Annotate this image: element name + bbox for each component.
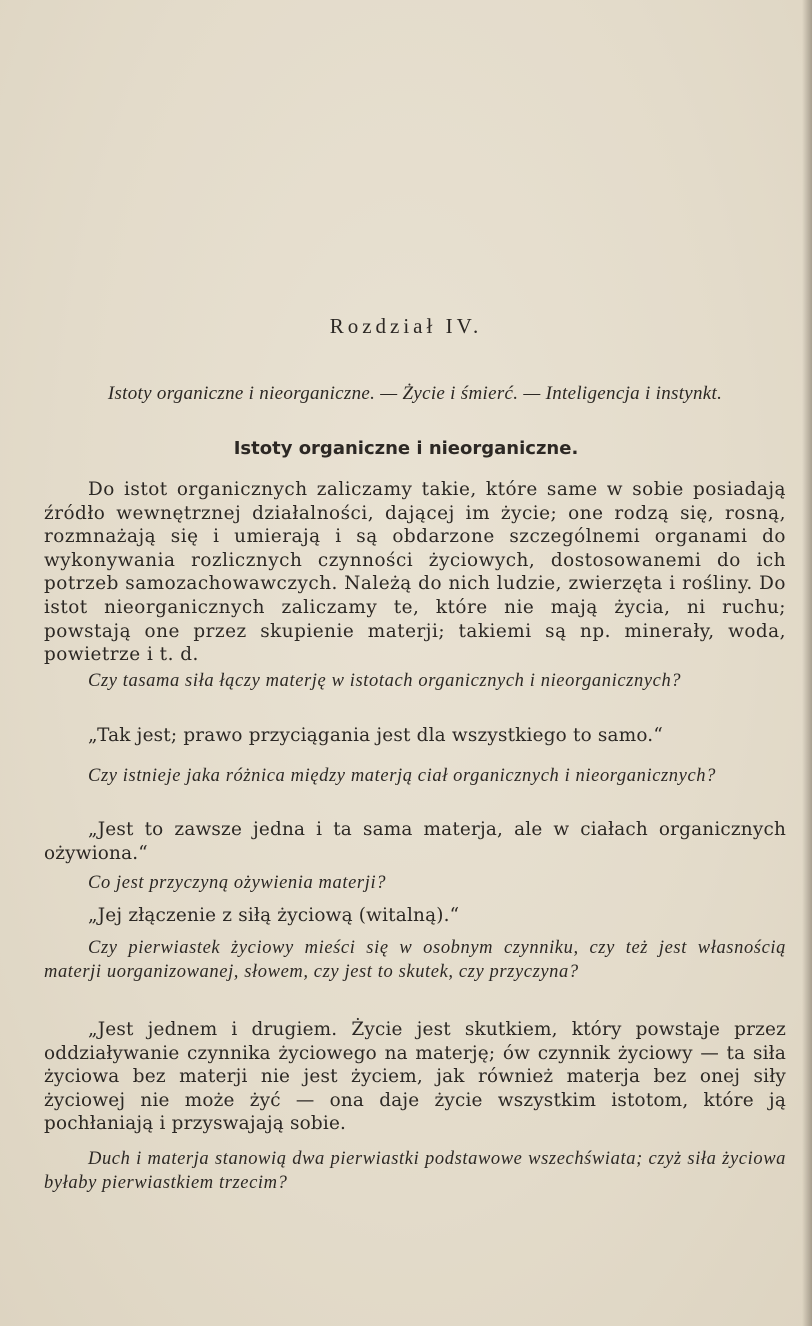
page-edge-shadow xyxy=(802,0,812,1326)
answer-paragraph: „Jest to zawsze jedna i ta sama materja, ale w ciałach organicznych ożywiona.“ xyxy=(44,819,786,864)
chapter-subtitle: Istoty organiczne i nieorganiczne. — Życie i śmierć. — Inteligencja i instynkt. xyxy=(107,383,723,404)
question-paragraph: Duch i materja stanowią dwa pierwiastki podstawowe wszechświata; czyż siła życiowa byłaby pierwiastkiem trzecim? xyxy=(44,1149,786,1193)
question-paragraph: Czy pierwiastek życiowy mieści się w osobnym czynniku, czy też jest własnością materji uorganizowanej, słowem, czy jest to skutek, czy przyczyna? xyxy=(44,938,786,982)
question-paragraph: Czy istnieje jaka różnica między materją ciał organicznych i nieorganicznych? xyxy=(88,766,716,786)
chapter-title: Rozdział IV. xyxy=(329,314,483,338)
answer-paragraph: „Jej złączenie z siłą życiową (witalną).“ xyxy=(88,905,460,926)
section-heading: Istoty organiczne i nieorganiczne. xyxy=(233,438,579,459)
answer-paragraph: „Jest jednem i drugiem. Życie jest skutkiem, który powstaje przez oddziaływanie czynnika życiowego na materję; ów czynnik życiowy — ta siła życiowa bez materji nie jest życiem, jak również materja bez onej siły życiowej nie może żyć — ona daje życie wszystkim istotom, które ją pochłaniają i przyswajają sobie. xyxy=(44,1019,786,1135)
question-paragraph: Czy tasama siła łączy materję w istotach organicznych i nieorganicznych? xyxy=(88,671,682,691)
answer-paragraph: „Tak jest; prawo przyciągania jest dla wszystkiego to samo.“ xyxy=(88,725,663,746)
question-paragraph: Co jest przyczyną ożywienia materji? xyxy=(88,873,387,893)
body-paragraph: Do istot organicznych zaliczamy takie, które same w sobie posiadają źródło wewnętrznej działalności, dającej im życie; one rodzą się, rosną, rozmnażają się i umierają i są obdarzone szczególnemi organami do wykonywania rozlicznych czynności życiowych, dostosowanemi do ich potrzeb samozachowawczych. Należą do nich ludzie, zwierzęta i rośliny. Do istot nieorganicznych zaliczamy te, które nie mają życia, ni ruchu; powstają one przez skupienie materji; takiemi są np. minerały, woda, powietrze i t. d. xyxy=(44,479,786,666)
